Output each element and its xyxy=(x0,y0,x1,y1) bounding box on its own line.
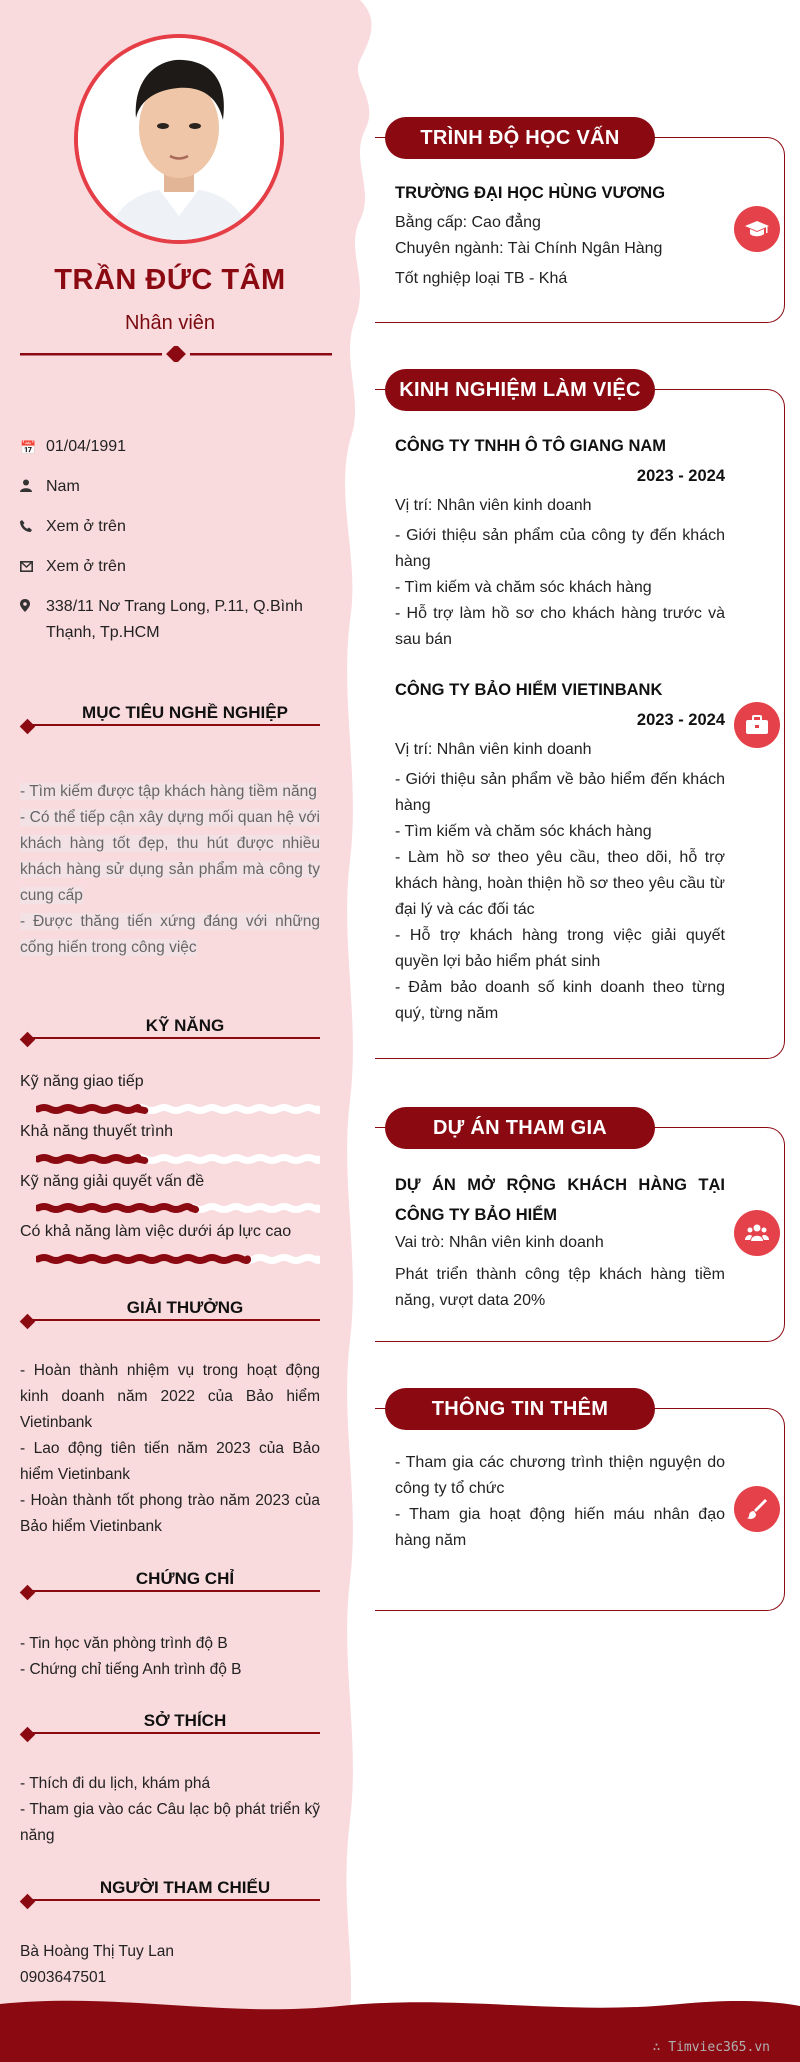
contact-email-text: Xem ở trên xyxy=(46,558,126,575)
sidebar-background xyxy=(0,0,390,2010)
contact-phone xyxy=(20,514,320,541)
skill-bar-fill xyxy=(38,1158,145,1161)
graduation-cap-icon xyxy=(734,206,780,252)
skill-label: Khả năng thuyết trình xyxy=(20,1123,173,1140)
education-line: Tốt nghiệp loại TB - Khá xyxy=(395,270,568,287)
email-icon xyxy=(20,554,46,581)
education-heading: TRÌNH ĐỘ HỌC VẤN xyxy=(385,117,655,159)
project-description: Phát triển thành công tệp khách hàng tiềm năng, vượt data 20% xyxy=(395,1266,725,1309)
award-line: - Lao động tiên tiến năm 2023 của Bảo hiểm Vietinbank xyxy=(20,1440,320,1483)
hobby-line: - Tham gia vào các Câu lạc bộ phát triển kỹ năng xyxy=(20,1801,320,1844)
awards-heading-text: GIẢI THƯỞNG xyxy=(126,1298,244,1317)
reference-line: Bà Hoàng Thị Tuy Lan xyxy=(20,1943,174,1960)
contact-dob xyxy=(20,434,320,461)
certificate-line: - Tin học văn phòng trình độ B xyxy=(20,1635,228,1652)
portrait-image xyxy=(78,38,280,240)
objective-text xyxy=(20,779,320,961)
contact-address-text: 338/11 Nơ Trang Long, P.11, Q.Bình Thạnh, Tp.HCM xyxy=(46,598,303,641)
skill-bar xyxy=(36,1253,320,1265)
section-heading-awards xyxy=(20,1298,320,1324)
section-heading-references xyxy=(20,1878,320,1904)
award-line: - Hoàn thành tốt phong trào năm 2023 của Bảo hiểm Vietinbank xyxy=(20,1492,320,1535)
job-position: Vị trí: Nhân viên kinh doanh xyxy=(395,741,592,758)
awards-text xyxy=(20,1358,320,1540)
experience-heading: KINH NGHIỆM LÀM VIỆC xyxy=(385,369,655,411)
job-task: - Giới thiệu sản phẩm về bảo hiểm đến khách hàng xyxy=(395,771,725,814)
job-task: - Tìm kiếm và chăm sóc khách hàng xyxy=(395,823,652,840)
paintbrush-icon xyxy=(734,1486,780,1532)
job-task: - Hỗ trợ khách hàng trong việc giải quyết quyền lợi bảo hiểm phát sinh xyxy=(395,927,725,970)
job-period: 2023 - 2024 xyxy=(636,467,725,485)
job-task: - Tìm kiếm và chăm sóc khách hàng xyxy=(395,579,652,596)
objective-heading-text: MỤC TIÊU NGHỀ NGHIỆP xyxy=(82,703,288,722)
certificates-heading-text: CHỨNG CHỈ xyxy=(135,1569,235,1588)
contact-address xyxy=(20,594,320,646)
experience-content xyxy=(395,433,725,1027)
references-heading-text: NGƯỜI THAM CHIẾU xyxy=(99,1878,271,1897)
job-position: Vị trí: Nhân viên kinh doanh xyxy=(395,497,592,514)
job-task: - Giới thiệu sản phẩm của công ty đến khách hàng xyxy=(395,527,725,570)
name-divider xyxy=(20,346,332,362)
project-name: DỰ ÁN MỞ RỘNG KHÁCH HÀNG TẠI CÔNG TY BẢO HIỂM xyxy=(395,1176,725,1224)
certificate-line: - Chứng chỉ tiếng Anh trình độ B xyxy=(20,1661,242,1678)
skill-bar xyxy=(36,1103,320,1115)
job-company: CÔNG TY BẢO HIỂM VIETINBANK xyxy=(395,681,663,699)
skill-bar-fill xyxy=(38,1108,145,1111)
education-content xyxy=(395,180,725,292)
team-icon xyxy=(734,1210,780,1256)
location-icon xyxy=(20,594,46,646)
contact-gender xyxy=(20,474,320,501)
certificates-text xyxy=(20,1631,320,1683)
contact-email xyxy=(20,554,320,581)
avatar xyxy=(74,34,284,244)
project-role: Vai trò: Nhân viên kinh doanh xyxy=(395,1234,604,1251)
calendar-icon: 📅 xyxy=(20,440,37,455)
contact-dob-text: 01/04/1991 xyxy=(46,438,127,455)
hobby-line: - Thích đi du lịch, khám phá xyxy=(20,1775,211,1792)
objective-line: - Được thăng tiến xứng đáng với những cống hiến trong công việc xyxy=(20,913,320,956)
job-task: - Hỗ trợ làm hồ sơ cho khách hàng trước và sau bán xyxy=(395,605,725,648)
projects-heading: DỰ ÁN THAM GIA xyxy=(385,1107,655,1149)
job-period: 2023 - 2024 xyxy=(636,711,725,729)
skill-bar-fill xyxy=(38,1258,248,1261)
additional-line: - Tham gia hoạt động hiến máu nhân đạo hàng năm xyxy=(395,1506,725,1549)
job-task: - Làm hồ sơ theo yêu cầu, theo dõi, hỗ trợ khách hàng, hoàn thiện hồ sơ theo yêu cầu từ đại lý và các đối tác xyxy=(395,849,725,918)
user-icon xyxy=(20,474,46,501)
objective-line: - Có thể tiếp cận xây dựng mối quan hệ với khách hàng tốt đẹp, thu hút được nhiều khách hàng sử dụng sản phẩm mà công ty cung cấp xyxy=(20,809,320,904)
additional-heading: THÔNG TIN THÊM xyxy=(385,1388,655,1430)
candidate-title: Nhân viên xyxy=(124,312,216,334)
job-company: CÔNG TY TNHH Ô TÔ GIANG NAM xyxy=(395,437,667,455)
hobbies-text xyxy=(20,1771,320,1849)
skill-label: Kỹ năng giải quyết vấn đề xyxy=(20,1173,205,1190)
additional-content xyxy=(395,1450,725,1554)
additional-line: - Tham gia các chương trình thiện nguyện do công ty tổ chức xyxy=(395,1454,725,1497)
skill-bar xyxy=(36,1153,320,1165)
education-line: Chuyên ngành: Tài Chính Ngân Hàng xyxy=(395,240,663,257)
section-heading-certificates xyxy=(20,1569,320,1595)
award-line: - Hoàn thành nhiệm vụ trong hoạt động kinh doanh năm 2022 của Bảo hiểm Vietinbank xyxy=(20,1362,320,1431)
skills-heading-text: KỸ NĂNG xyxy=(145,1016,225,1035)
candidate-name: TRẦN ĐỨC TÂM xyxy=(54,264,286,296)
skill-bar xyxy=(36,1202,320,1214)
contact-gender-text: Nam xyxy=(46,478,80,495)
briefcase-icon xyxy=(734,702,780,748)
education-school: TRƯỜNG ĐẠI HỌC HÙNG VƯƠNG xyxy=(395,184,666,202)
watermark: ∴ Timviec365.vn xyxy=(652,2040,770,2055)
reference-line: 0903647501 xyxy=(20,1969,107,1986)
skill-label: Kỹ năng giao tiếp xyxy=(20,1073,144,1090)
section-heading-objective xyxy=(20,703,320,729)
section-heading-skills xyxy=(20,1016,320,1042)
projects-content xyxy=(395,1170,725,1314)
section-heading-hobbies xyxy=(20,1711,320,1737)
objective-line: - Tìm kiếm được tập khách hàng tiềm năng xyxy=(20,783,317,800)
education-line: Bằng cấp: Cao đẳng xyxy=(395,214,541,231)
references-text xyxy=(20,1939,320,1991)
skill-label: Có khả năng làm việc dưới áp lực cao xyxy=(20,1223,292,1240)
skill-bar-fill xyxy=(38,1207,196,1210)
phone-icon xyxy=(20,514,46,541)
job-task: - Đảm bảo doanh số kinh doanh theo từng quý, từng năm xyxy=(395,979,725,1022)
hobbies-heading-text: SỞ THÍCH xyxy=(143,1711,227,1730)
contact-phone-text: Xem ở trên xyxy=(46,518,126,535)
